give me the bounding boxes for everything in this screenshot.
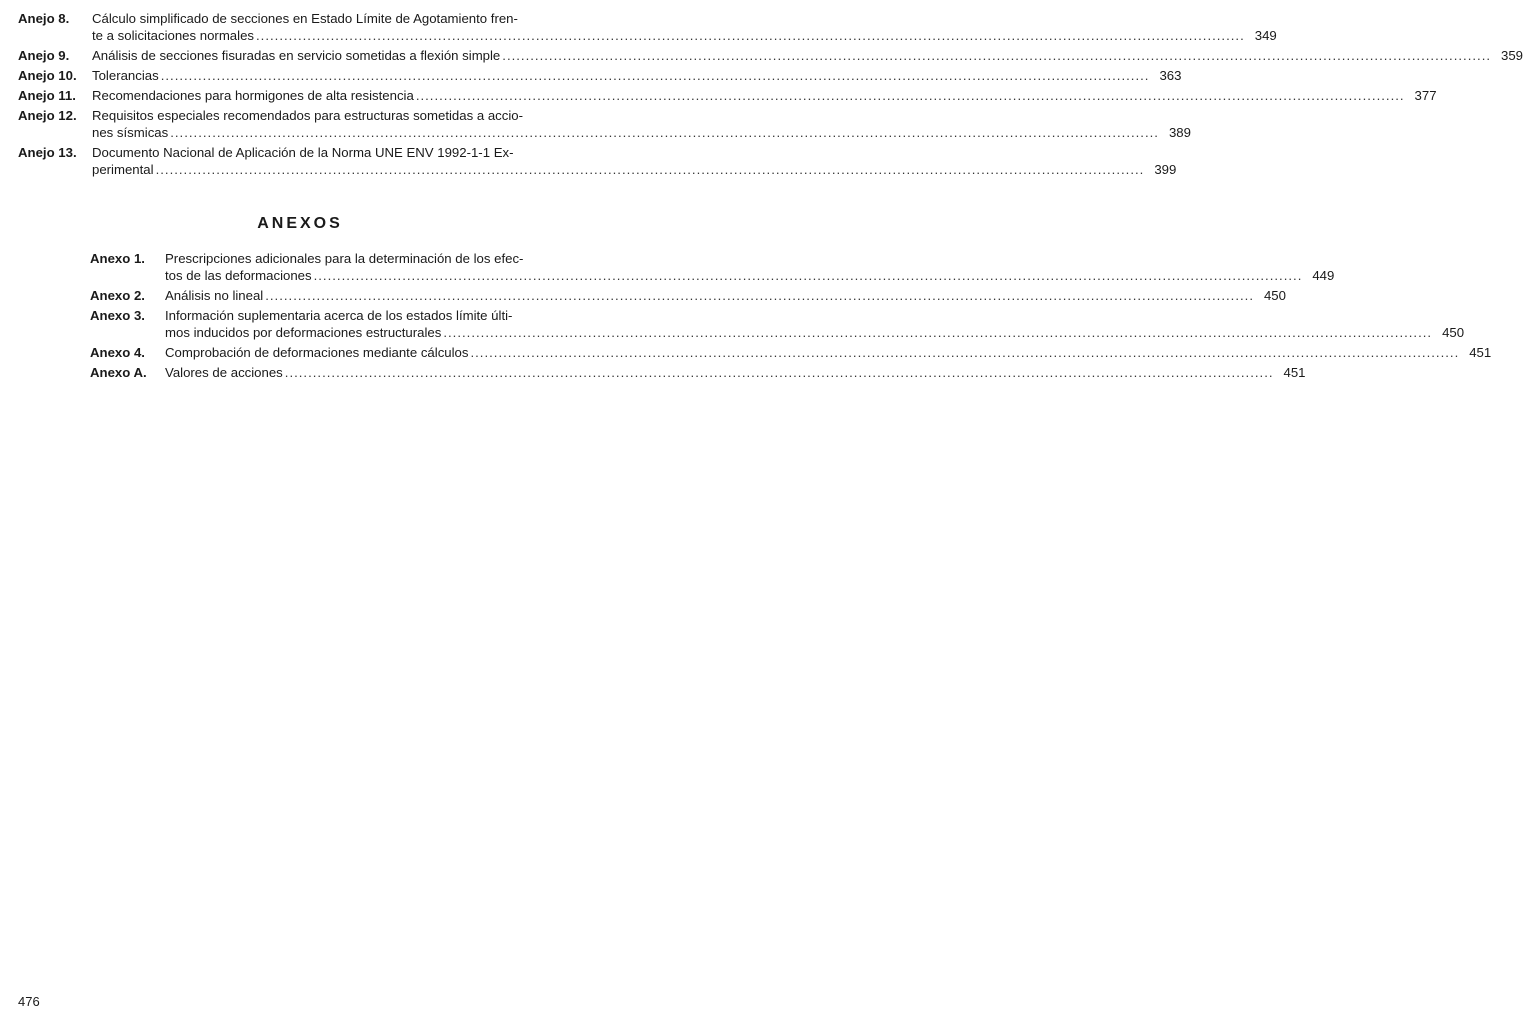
page-number: 476 xyxy=(18,994,40,1009)
entry-label: Anexo 3. xyxy=(90,308,145,323)
entry-title: Análisis de secciones fisuradas en servicio sometidas a flexión simple xyxy=(92,48,501,63)
entry-title-line: Cálculo simplificado de secciones en Estado Límite de Agotamiento fren- xyxy=(92,11,518,26)
entry-title-line: Información suplementaria acerca de los estados límite últi- xyxy=(165,308,513,323)
entry-title: Análisis no lineal xyxy=(165,288,264,303)
entry-page-number: 451 xyxy=(1283,365,1306,380)
entry-label: Anejo 13. xyxy=(18,145,77,160)
entry-title-line: Documento Nacional de Aplicación de la Norma UNE ENV 1992-1-1 Ex- xyxy=(92,145,514,160)
entry-label: Anejo 10. xyxy=(18,68,77,83)
anexos-list xyxy=(90,250,1492,384)
entry-page-number: 377 xyxy=(1414,88,1437,103)
entry-page-number: 450 xyxy=(1263,288,1286,303)
toc-entry-anejo-9[interactable] xyxy=(18,47,1523,64)
toc-entry-anejo-10[interactable] xyxy=(18,67,1182,84)
entry-title-end: tos de las deformaciones xyxy=(165,268,312,283)
entry-page-number: 389 xyxy=(1168,125,1191,140)
toc-entry-anexo-1[interactable] xyxy=(90,250,1335,284)
entry-title-line: Requisitos especiales recomendados para estructuras sometidas a accio- xyxy=(92,108,524,123)
toc-entry-anexo-a[interactable] xyxy=(90,364,1306,381)
dot-leader xyxy=(156,161,1145,178)
entry-label: Anexo 1. xyxy=(90,251,145,266)
toc-entry-anejo-8[interactable] xyxy=(18,10,1277,44)
entry-title: Comprobación de deformaciones mediante cálculos xyxy=(165,345,469,360)
entry-page-number: 451 xyxy=(1469,345,1492,360)
toc-entry-anejo-13[interactable] xyxy=(18,144,1177,178)
toc-entry-anejo-11[interactable] xyxy=(18,87,1437,104)
dot-leader xyxy=(443,324,1432,341)
anejos-list xyxy=(18,10,1523,181)
entry-page-number: 363 xyxy=(1159,68,1182,83)
entry-page-number: 450 xyxy=(1442,325,1465,340)
entry-title: Valores de acciones xyxy=(165,365,283,380)
dot-leader xyxy=(161,67,1150,84)
dot-leader xyxy=(256,27,1245,44)
dot-leader xyxy=(416,87,1405,104)
entry-title-end: perimental xyxy=(92,162,154,177)
entry-title-end: te a solicitaciones normales xyxy=(92,28,254,43)
toc-entry-anejo-12[interactable] xyxy=(18,107,1191,141)
toc-entry-anexo-2[interactable] xyxy=(90,287,1286,304)
dot-leader xyxy=(502,47,1491,64)
toc-entry-anexo-4[interactable] xyxy=(90,344,1492,361)
entry-page-number: 359 xyxy=(1501,48,1523,63)
dot-leader xyxy=(314,267,1303,284)
anexos-heading: ANEXOS xyxy=(257,215,343,232)
dot-leader xyxy=(170,124,1159,141)
dot-leader xyxy=(285,364,1274,381)
dot-leader xyxy=(470,344,1459,361)
entry-label: Anejo 11. xyxy=(18,88,76,103)
entry-title-line: Prescripciones adicionales para la determinación de los efec- xyxy=(165,251,524,266)
entry-page-number: 399 xyxy=(1154,162,1177,177)
entry-title-end: nes sísmicas xyxy=(92,125,169,140)
toc-entry-anexo-3[interactable] xyxy=(90,307,1465,341)
dot-leader xyxy=(265,287,1254,304)
entry-page-number: 349 xyxy=(1254,28,1277,43)
entry-label: Anejo 8. xyxy=(18,11,70,26)
entry-title: Tolerancias xyxy=(92,68,159,83)
entry-title-end: mos inducidos por deformaciones estructurales xyxy=(165,325,442,340)
entry-page-number: 449 xyxy=(1312,268,1335,283)
entry-label: Anexo A. xyxy=(90,365,147,380)
entry-label: Anexo 4. xyxy=(90,345,145,360)
entry-label: Anejo 12. xyxy=(18,108,77,123)
entry-label: Anejo 9. xyxy=(18,48,70,63)
entry-label: Anexo 2. xyxy=(90,288,145,303)
entry-title: Recomendaciones para hormigones de alta resistencia xyxy=(92,88,414,103)
